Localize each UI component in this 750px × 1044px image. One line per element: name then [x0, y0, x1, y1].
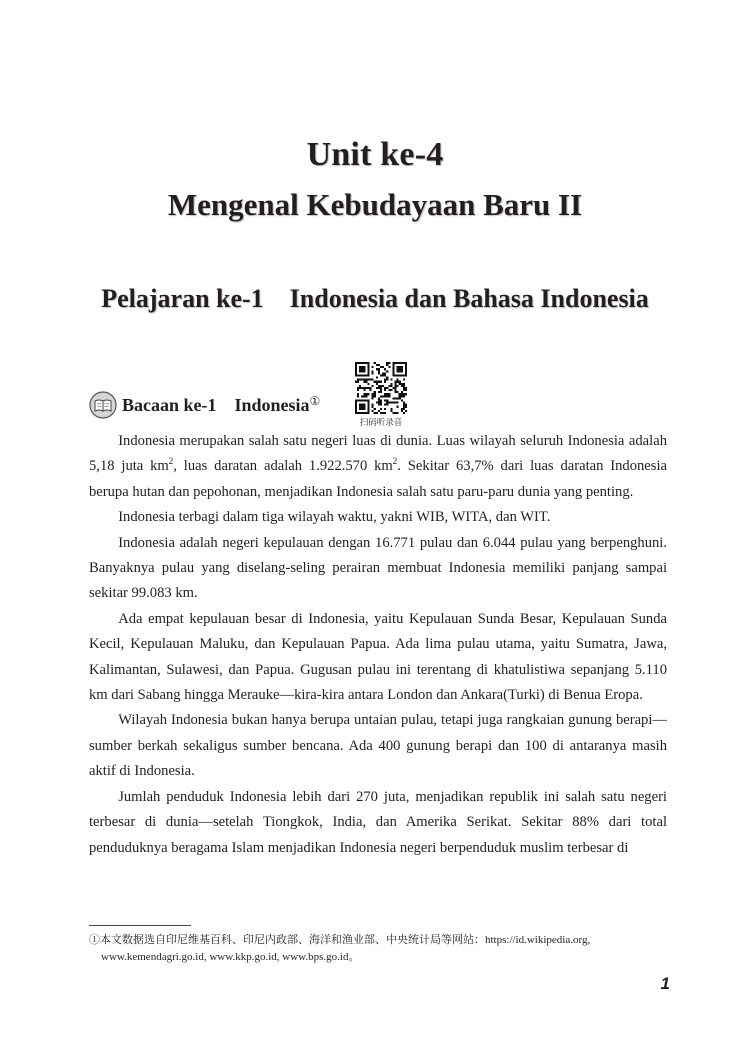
reading-label: Bacaan ke-1 Indonesia: [122, 395, 310, 415]
footnote: [89, 932, 669, 966]
paragraph: Indonesia terbagi dalam tiga wilayah waktu, yakni WIB, WITA, dan WIT.: [118, 509, 551, 526]
reading-body: [89, 429, 667, 861]
qr-code-icon[interactable]: [355, 362, 407, 414]
paragraph: Indonesia merupakan salah satu negeri luas di dunia. Luas wilayah seluruh Indonesia adalah 5,18 juta $km^2$, luas daratan adalah 1.922.570 $km^2$. Sekitar 63,7% dari luas daratan Indonesia berupa hutan dan pepohonan, menjadikan Indonesia salah satu paru-paru dunia yang penting.: [89, 433, 667, 500]
paragraph: Jumlah penduduk Indonesia lebih dari 270 juta, menjadikan republik ini salah satu negeri terbesar di dunia—setelah Tiongkok, India, dan Amerika Serikat. Sekitar 88% dari total penduduknya beragama Islam menjadikan Indonesia negeri berpenduduk muslim terbesar di: [89, 788, 667, 856]
audio-qr-code[interactable]: [355, 362, 407, 428]
footnote-marker[interactable]: ①: [309, 394, 321, 408]
qr-label: 扫码听录音: [359, 418, 403, 428]
unit-heading: Unit ke-4: [306, 136, 444, 173]
footnote-line: www.kemendagri.go.id, www.kkp.go.id, www.bps.go.id。: [101, 951, 360, 963]
paragraph: Ada empat kepulauan besar di Indonesia, yaitu Kepulauan Sunda Besar, Kepulauan Sunda Kecil, Kepulauan Maluku, dan Kepulauan Papua. Ada lima pulau utama, yaitu Sumatra, Jawa, Kalimantan, Sulawesi, dan Papua. Gugusan pulau ini terentang di khatulistiwa sepanjang 5.110 km dari Sabang hingga Merauke—kira-kira antara London dan Ankara(Turki) di Benua Eropa.: [89, 610, 667, 704]
unit-title: Mengenal Kebudayaan Baru II: [167, 187, 583, 222]
paragraph: Indonesia adalah negeri kepulauan dengan 16.771 pulau dan 6.044 pulau yang berpenghuni. Banyaknya pulau yang diselang-seling perairan membuat Indonesia memiliki panjang sampai sekitar 99.083 km.: [89, 534, 667, 602]
reading-heading: [89, 389, 320, 421]
lesson-title: Pelajaran ke-1 Indonesia dan Bahasa Indonesia: [101, 284, 649, 313]
footnote-line: ①本文数据选自印尼维基百科、印尼内政部、海洋和渔业部、中央统计局等网站：https://id.wikipedia.org,: [89, 934, 591, 946]
footnote-divider: [89, 925, 191, 926]
book-icon: [89, 391, 117, 419]
paragraph: Wilayah Indonesia bukan hanya berupa untaian pulau, tetapi juga rangkaian gunung berapi—sumber berkah sekaligus sumber bencana. Ada 400 gunung berapi dan 100 di antaranya masih aktif di Indonesia.: [89, 712, 667, 780]
reading-title: [122, 394, 320, 416]
page-number: 1: [660, 974, 670, 993]
